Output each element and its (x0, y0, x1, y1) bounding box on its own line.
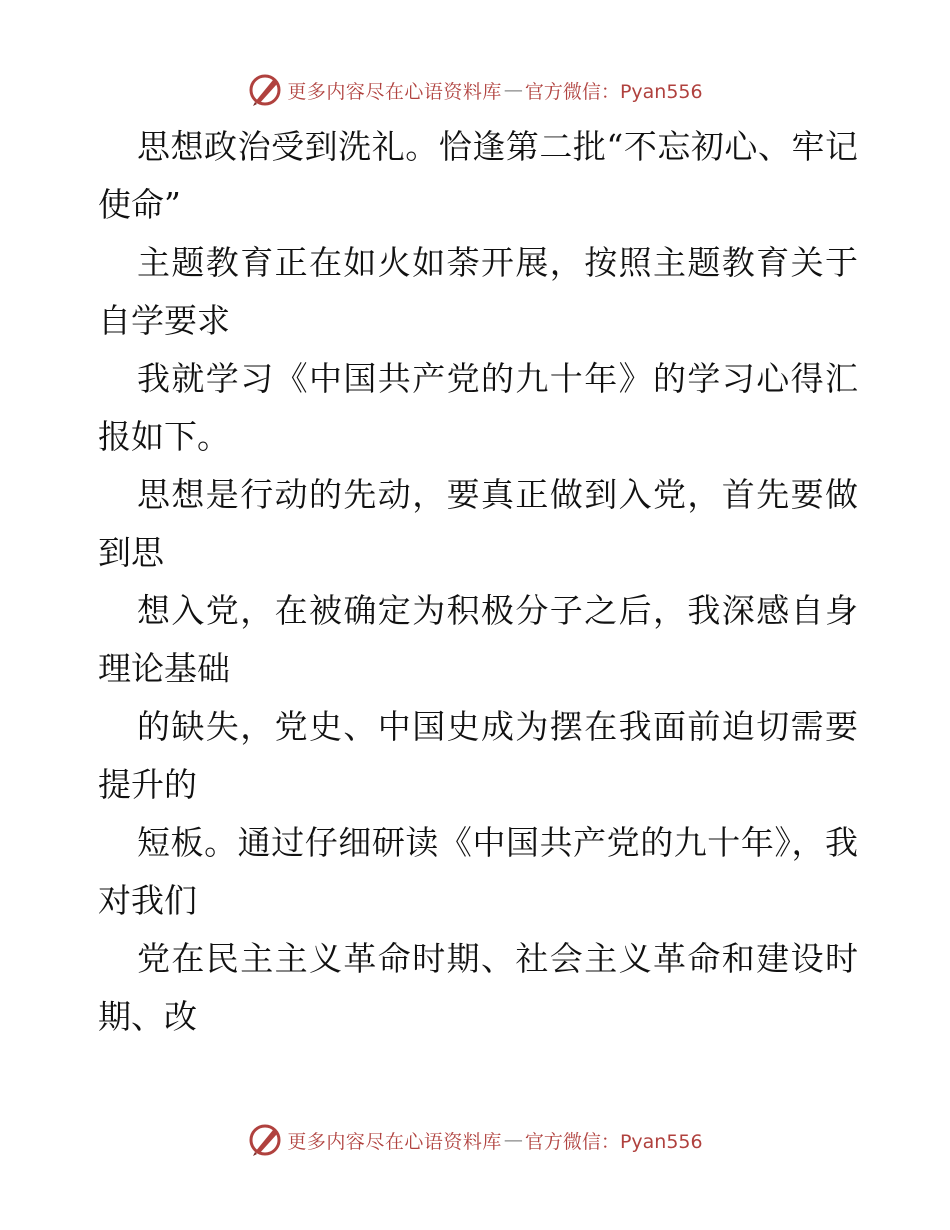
document-body (98, 118, 858, 1046)
footer-banner (0, 1120, 950, 1160)
paragraph: 主题教育正在如火如荼开展，按照主题教育关于自学要求 (98, 243, 858, 340)
banner-wechat-id: Pyan556 (619, 80, 703, 103)
pen-logo-icon (247, 72, 283, 108)
banner-wechat-label: 官方微信： (524, 80, 620, 103)
paragraph: 思想政治受到洗礼。恰逢第二批“不忘初心、牢记使命” (98, 127, 858, 224)
pen-logo-icon (247, 1122, 283, 1158)
banner-wechat (525, 1127, 703, 1154)
paragraph: 党在民主主义革命时期、社会主义革命和建设时期、改 (98, 939, 858, 1036)
paragraph: 思想是行动的先动，要真正做到入党，首先要做到思 (98, 475, 858, 572)
banner-separator: — (503, 79, 523, 101)
banner-wechat-id: Pyan556 (619, 1130, 703, 1153)
paragraph: 短板。通过仔细研读《中国共产党的九十年》，我对我们 (98, 823, 858, 920)
paragraph: 的缺失，党史、中国史成为摆在我面前迫切需要提升的 (98, 707, 858, 804)
header-banner (0, 70, 950, 110)
banner-site-text: 更多内容尽在心语资料库 (287, 80, 502, 103)
paragraph: 我就学习《中国共产党的九十年》的学习心得汇报如下。 (98, 359, 858, 456)
banner-wechat-label: 官方微信： (524, 1130, 620, 1153)
paragraph: 想入党，在被确定为积极分子之后，我深感自身理论基础 (98, 591, 858, 688)
banner-separator: — (503, 1129, 523, 1151)
banner-wechat (525, 77, 703, 104)
banner-site-text: 更多内容尽在心语资料库 (287, 1130, 502, 1153)
